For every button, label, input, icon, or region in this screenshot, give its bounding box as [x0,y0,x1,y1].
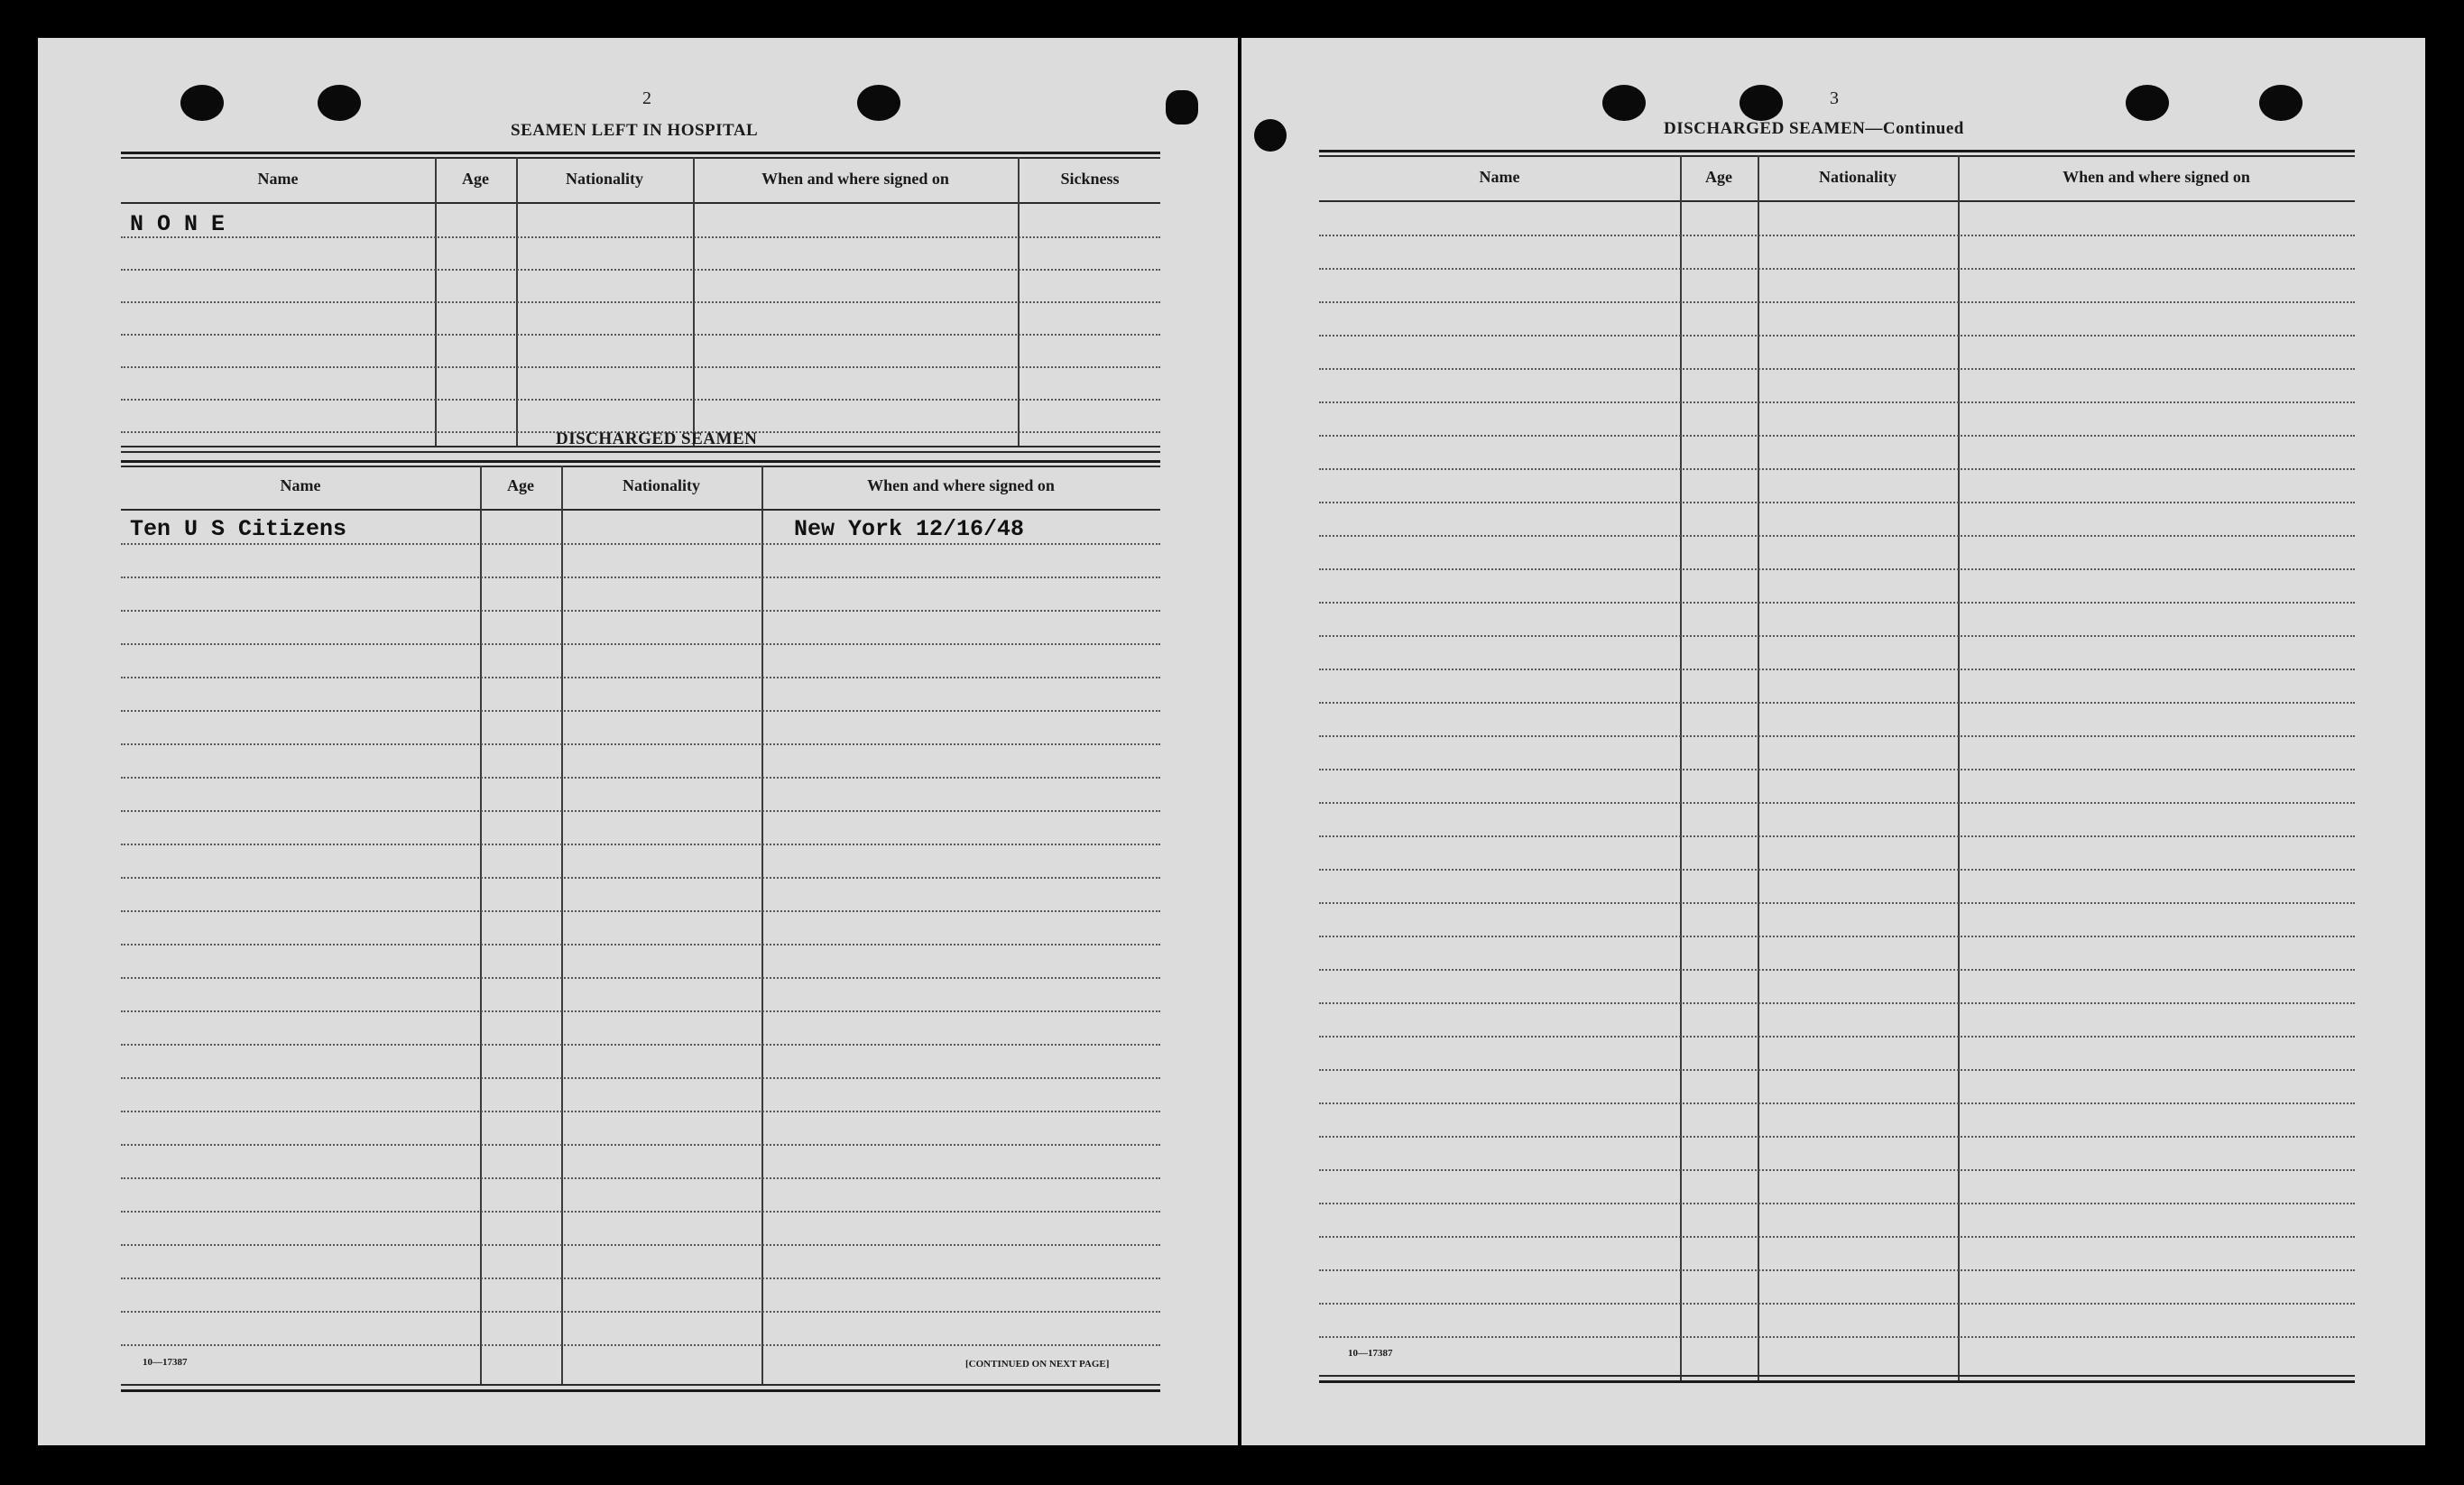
discharged-col-name: Name [280,476,321,494]
right-page [1241,38,2425,1445]
discharged-section-title: DISCHARGED SEAMEN [556,429,758,448]
punch-hole-6 [1602,85,1646,121]
hospital-col-sickness: Sickness [1060,170,1120,188]
discharged-col-nationality: Nationality [622,476,700,494]
hospital-col-signed-on: When and where signed on [761,170,949,188]
continued-col-nationality: Nationality [1818,168,1896,186]
punch-hole-9 [2259,85,2303,121]
continued-col-age: Age [1705,168,1732,186]
punch-hole-8 [2126,85,2169,121]
continued-note: [CONTINUED ON NEXT PAGE] [965,1359,1110,1370]
form-number: 10—17387 [1348,1348,1393,1359]
punch-hole-7 [1740,85,1783,121]
hospital-entry-name: N O N E [130,211,226,237]
page-number: 3 [1830,88,1839,108]
title-suffix: —Continued [1865,119,1964,138]
hospital-section-title: SEAMEN LEFT IN HOSPITAL [511,121,759,140]
continued-col-signed-on: When and where signed on [2063,168,2250,186]
title-main: DISCHARGED SEAMEN [1664,119,1866,138]
page-number: 2 [642,88,651,108]
punch-hole-4 [1166,90,1198,125]
punch-hole-2 [318,85,361,121]
discharged-entry-signed-on: New York 12/16/48 [794,516,1025,542]
hospital-col-age: Age [462,170,489,188]
hospital-col-name: Name [257,170,299,188]
hospital-col-nationality: Nationality [565,170,643,188]
discharged-col-signed-on: When and where signed on [867,476,1055,494]
discharged-entry-name: Ten U S Citizens [130,516,347,542]
form-number: 10—17387 [143,1357,188,1368]
punch-hole-1 [180,85,224,121]
left-page [38,38,1238,1445]
discharged-col-age: Age [507,476,534,494]
discharged-continued-title [1664,119,1964,139]
punch-hole-3 [857,85,900,121]
continued-col-name: Name [1479,168,1520,186]
punch-hole-5 [1254,119,1287,152]
